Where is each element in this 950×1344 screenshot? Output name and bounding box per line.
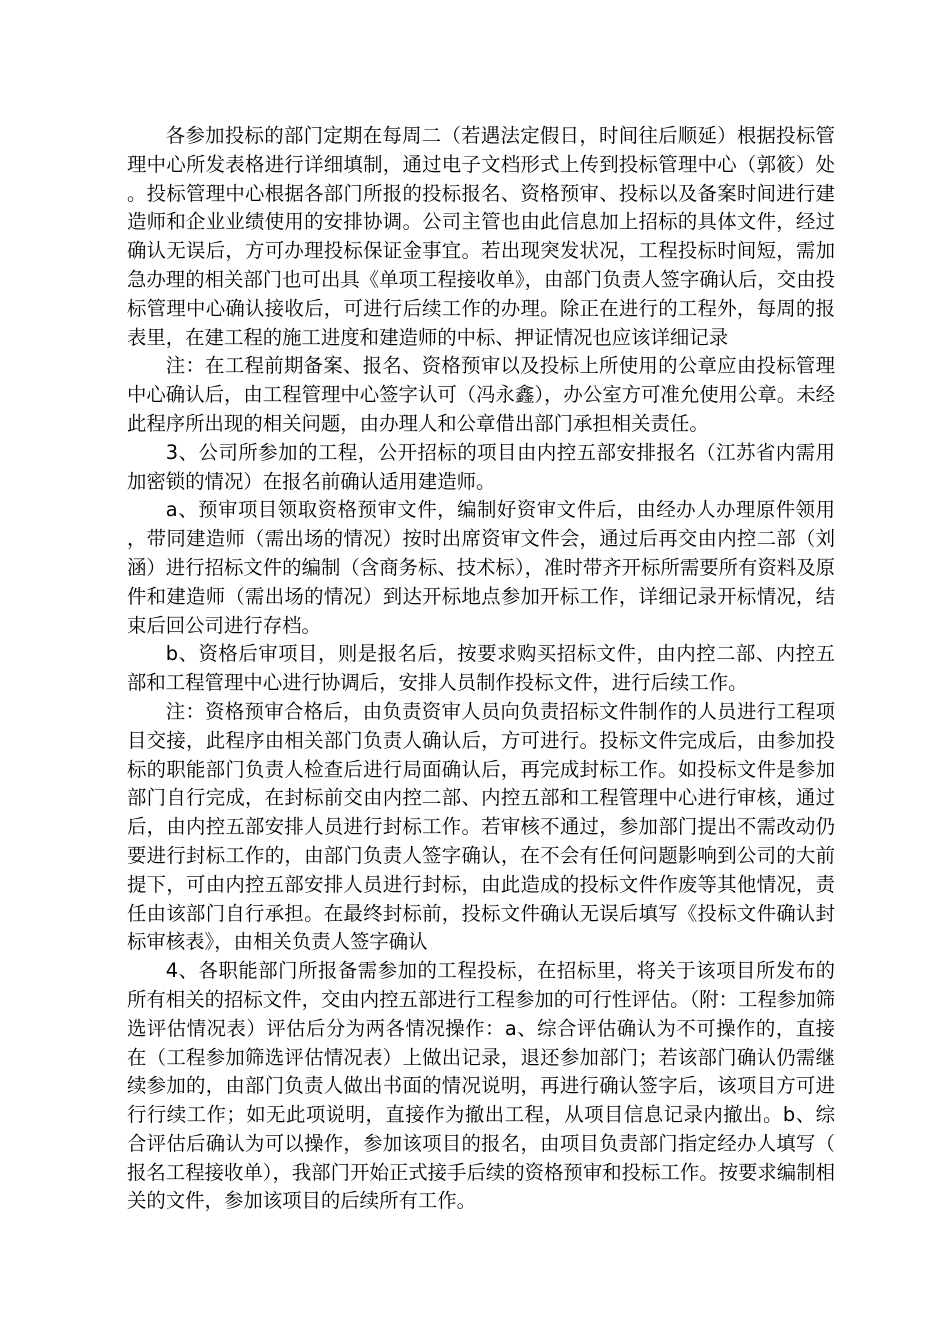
paragraph-item-3a: a、预审项目领取资格预审文件，编制好资审文件后，由经办人办理原件领用，带同建造师（需出场的情况）按时出席资审文件会，通过后再交由内控二部（刘涵）进行招标文件的编制（含商务标、技术标），准时带齐开标所需要所有资料及原件和建造师（需出场的情况）到达开标地点参加开标工作，详细记录开标情况，结束后回公司进行存档。 xyxy=(127,498,835,637)
paragraph-item-3b: b、资格后审项目，则是报名后，按要求购买招标文件，由内控二部、内控五部和工程管理中心进行协调后，安排人员制作投标文件，进行后续工作。 xyxy=(127,642,835,695)
paragraph-bid-schedule: 各参加投标的部门定期在每周二（若遇法定假日，时间往后顺延）根据投标管理中心所发表格进行详细填制，通过电子文档形式上传到投标管理中心（郭筱）处。投标管理中心根据各部门所报的投标报名、资格预审、投标以及备案时间进行建造师和企业业绩使用的安排协调。公司主管也由此信息加上招标的具体文件，经过确认无误后，方可办理投标保证金事宜。若出现突发状况，工程投标时间短，需加急办理的相关部门也可出具《单项工程接收单》，由部门负责人签字确认后，交由投标管理中心确认接收后，可进行后续工作的办理。除正在进行的工程外，每周的报表里，在建工程的施工进度和建造师的中标、押证情况也应该详细记录 xyxy=(127,124,835,349)
document-body xyxy=(127,122,835,1216)
paragraph-sealing-note: 注：资格预审合格后，由负责资审人员向负责招标文件制作的人员进行工程项目交接，此程序由相关部门负责人确认后，方可进行。投标文件完成后，由参加投标的职能部门负责人检查后进行局面确认后，再完成封标工作。如投标文件是参加部门自行完成，在封标前交由内控二部、内控五部和工程管理中心进行审核，通过后，由内控五部安排人员进行封标工作。若审核不通过，参加部门提出不需改动仍要进行封标工作的，由部门负责人签字确认，在不会有任何问题影响到公司的大前提下，可由内控五部安排人员进行封标，由此造成的投标文件作废等其他情况，责任由该部门自行承担。在最终封标前，投标文件确认无误后填写《投标文件确认封标审核表》，由相关负责人签字确认 xyxy=(127,699,835,954)
paragraph-item-4: 4、各职能部门所报备需参加的工程投标，在招标里，将关于该项目所发布的所有相关的招标文件，交由内控五部进行工程参加的可行性评估。（附：工程参加筛选评估情况表）评估后分为两各情况操作：a、综合评估确认为不可操作的，直接在（工程参加筛选评估情况表）上做出记录，退还参加部门；若该部门确认仍需继续参加的，由部门负责人做出书面的情况说明，再进行确认签字后，该项目方可进行行续工作；如无此项说明，直接作为撤出工程，从项目信息记录内撤出。b、综合评估后确认为可以操作，参加该项目的报名，由项目负责部门指定经办人填写（报名工程接收单），我部门开始正式接手后续的资格预审和投标工作。按要求编制相关的文件，参加该项目的后续所有工作。 xyxy=(127,959,835,1213)
paragraph-seal-note: 注：在工程前期备案、报名、资格预审以及投标上所使用的公章应由投标管理中心确认后，由工程管理中心签字认可（冯永鑫），办公室方可准允使用公章。未经此程序所出现的相关问题，由办理人和公章借出部门承担相关责任。 xyxy=(127,354,835,435)
paragraph-item-3: 3、公司所参加的工程，公开招标的项目由内控五部安排报名（江苏省内需用加密锁的情况）在报名前确认适用建造师。 xyxy=(127,440,835,493)
